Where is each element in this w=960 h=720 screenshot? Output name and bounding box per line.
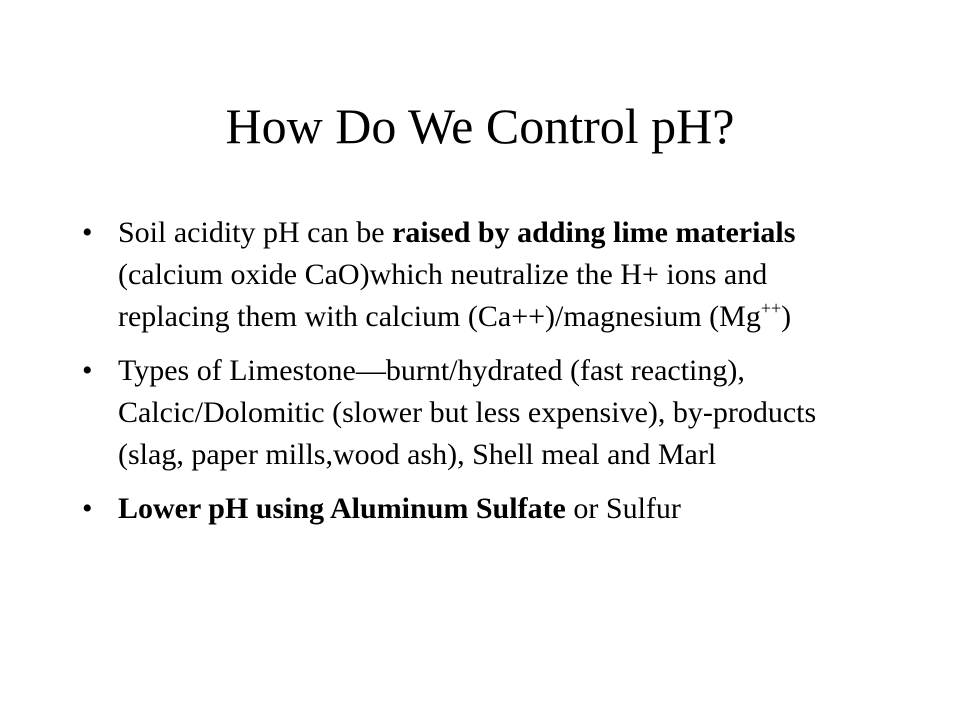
bullet-item-raise-ph — [82, 212, 872, 338]
bullet-text: (calcium oxide CaO)which neutralize the H+ ions and replacing them with calcium (Ca++)/magnesium (Mg — [118, 258, 768, 333]
bullet-bold-text: Lower pH using Aluminum Sulfate — [118, 492, 566, 525]
bullet-text: Soil acidity pH can be — [118, 216, 393, 249]
bullet-bold-text: raised by adding lime materials — [392, 216, 796, 249]
bullet-text: ) — [781, 300, 792, 333]
bullet-list — [82, 212, 872, 542]
bullet-dot-icon: • — [82, 354, 93, 387]
bullet-text: or Sulfur — [565, 492, 681, 525]
slide-title: How Do We Control pH? — [225, 98, 735, 154]
bullet-dot-icon: • — [82, 492, 93, 525]
bullet-text: Types of Limestone—burnt/hydrated (fast reacting), Calcic/Dolomitic (slower but less expensive), by-products (slag, paper mills,wood ash), Shell meal and Marl — [118, 354, 817, 471]
bullet-dot-icon: • — [82, 216, 93, 249]
superscript-charge: ++ — [760, 298, 782, 318]
bullet-item-lower-ph — [82, 488, 872, 530]
bullet-item-limestone-types — [82, 350, 872, 476]
